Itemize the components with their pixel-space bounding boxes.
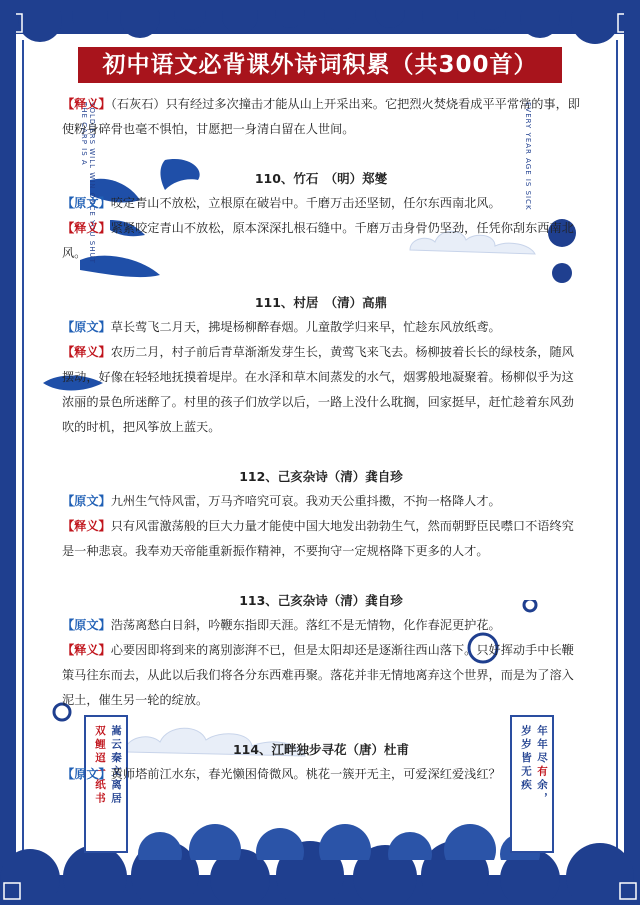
yuanwen-tag: 【原文】 [62, 196, 111, 210]
poem-heading: 111、村居 （清）高鼎 [254, 295, 388, 310]
right-inner-line [616, 40, 618, 860]
wave-decoration-bottom [120, 820, 540, 860]
scroll-right-col-1: 岁岁皆无疾 [520, 725, 532, 793]
shiyi-tag: 【释义】 [62, 643, 111, 657]
poem-original [62, 613, 580, 638]
shiyi-text: 紧紧咬定青山不放松，原本深深扎根石缝中。千磨万击身骨仍坚劲，任凭你刮东西南北风。 [62, 221, 574, 260]
poem-explanation [62, 216, 580, 266]
poem-original [62, 191, 580, 216]
poem-original [62, 762, 580, 787]
shiyi-text: （石灰石）只有经过多次撞击才能从山上开采出来。它把烈火焚烧看成平平常常的事，即使粉身碎骨也毫不惧怕，甘愿把一身清白留在人世间。 [62, 97, 580, 136]
yuanwen-text: 咬定青山不放松，立根原在破岩中。千磨万击还坚韧，任尔东西南北风。 [110, 196, 501, 210]
scroll-right-col-2: 年年尽有余， [536, 725, 548, 806]
shiyi-text: 只有风雷激荡般的巨大力量才能使中国大地发出勃勃生气，然而朝野臣民噤口不语终究是一种悲哀。我奉劝天帝能重新振作精神，不要拘守一定规格降下更多的人才。 [62, 519, 574, 558]
top-scallop-decoration [0, 10, 640, 50]
yuanwen-text: 草长莺飞二月天，拂堤杨柳醉春烟。儿童散学归来早，忙趁东风放纸鸢。 [110, 320, 501, 334]
poem-original [62, 489, 580, 514]
left-inner-line [22, 40, 24, 860]
side-english-text-left: SOLDIERS WILL WIN ONCE YOU SHUT THE CARP IS A [80, 102, 96, 264]
poem-heading: 114、江畔独步寻花（唐）杜甫 [232, 742, 410, 757]
yuanwen-tag: 【原文】 [62, 320, 111, 334]
poem-explanation [62, 340, 580, 440]
poem-explanation [62, 514, 580, 564]
shiyi-tag: 【释义】 [62, 221, 111, 235]
poem-original [62, 315, 580, 340]
yuanwen-tag: 【原文】 [62, 618, 111, 632]
yuanwen-text: 浩荡离愁白日斜，吟鞭东指即天涯。落红不是无情物，化作春泥更护花。 [110, 618, 501, 632]
right-border [624, 0, 640, 905]
yuanwen-tag: 【原文】 [62, 767, 111, 781]
intro-explanation [62, 92, 580, 142]
poem-heading: 110、竹石 （明）郑燮 [254, 171, 388, 186]
shiyi-tag: 【释义】 [62, 519, 111, 533]
page-title: 初中语文必背课外诗词积累（共300首） [78, 47, 562, 83]
poem-content [62, 92, 580, 787]
yuanwen-text: 黄师塔前江水东，春光懒困倚微风。桃花一簇开无主，可爱深红爱浅红？ [110, 767, 501, 781]
poem-explanation [62, 638, 580, 713]
shiyi-text: 农历二月，村子前后青草渐渐发芽生长，黄莺飞来飞去。杨柳披着长长的绿枝条，随风摆动，好像在轻轻地抚摸着堤岸。在水泽和草木间蒸发的水气，烟雾般地凝聚着。杨柳似乎为这浓丽的景色所迷醉了。村里的孩子们放学以后，一路上没什么耽搁，回家挺早，赶忙趁着东风劲吹的时机，把风筝放上蓝天。 [62, 345, 574, 434]
shiyi-tag: 【释义】 [62, 345, 111, 359]
yuanwen-tag: 【原文】 [62, 494, 111, 508]
poem-heading: 113、己亥杂诗（清）龚自珍 [239, 593, 403, 608]
side-english-text-right: EVERY YEAR AGE IS SICK [524, 102, 532, 211]
highlight-char: 有 [536, 765, 548, 779]
yuanwen-text: 九州生气恃风雷，万马齐喑究可哀。我劝天公重抖擞，不拘一格降人才。 [110, 494, 501, 508]
poem-heading: 112、己亥杂诗（清）龚自珍 [239, 469, 403, 484]
shiyi-text: 心要因即将到来的离别澎湃不已，但是太阳却还是逐渐往西山落下。只好挥动手中长鞭策马往东而去，从此以后我们将各分东西难再聚。落花并非无情地离弃这个世界，而是为了溶入泥土，催生另一轮的绽放。 [62, 643, 574, 707]
scroll-left-col-1: 双鲤迢一纸书 [94, 725, 106, 806]
scroll-left-col-2: 嵩云秦文离居 [110, 725, 122, 806]
left-border [0, 0, 16, 905]
shiyi-tag: 【释义】 [62, 97, 111, 111]
